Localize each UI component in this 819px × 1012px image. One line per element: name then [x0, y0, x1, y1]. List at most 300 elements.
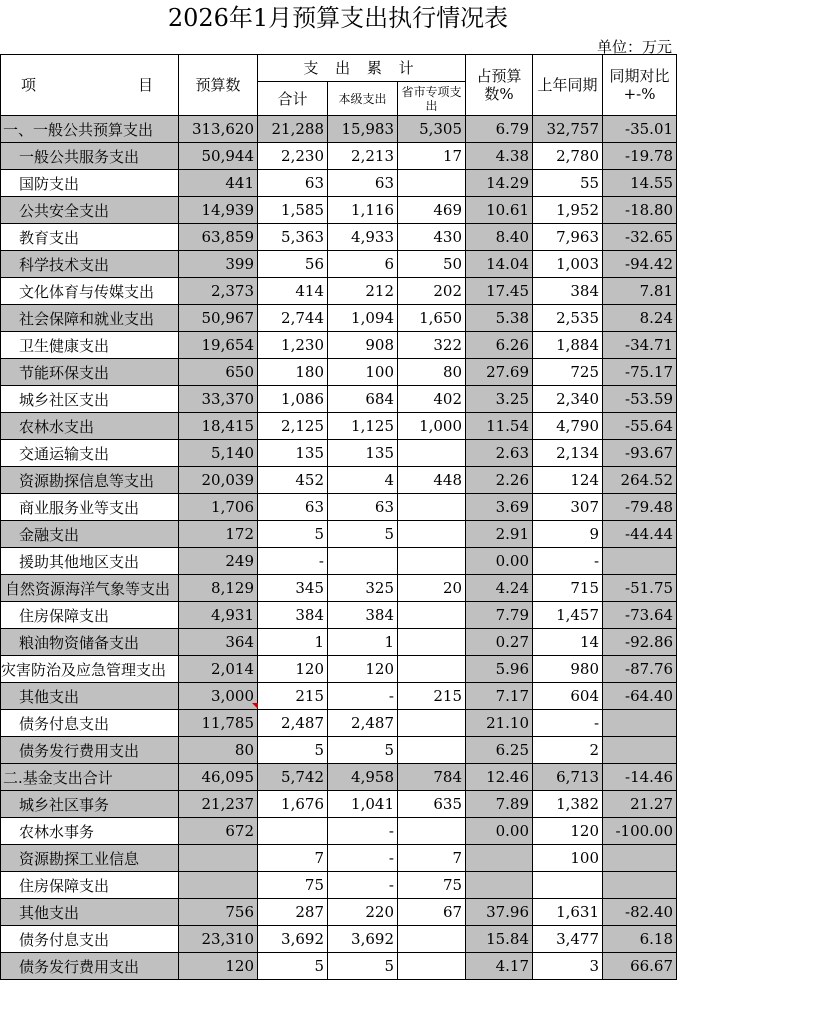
cell-own: 212 — [328, 278, 398, 305]
cell-own: 1,041 — [328, 791, 398, 818]
cell-pct: 6.25 — [466, 737, 533, 764]
cell-pct: 7.89 — [466, 791, 533, 818]
cell-pct: 4.24 — [466, 575, 533, 602]
cell-budget: 80 — [179, 737, 258, 764]
table-row — [1, 602, 677, 629]
cell-yoy: -35.01 — [603, 116, 677, 143]
cell-pct: 27.69 — [466, 359, 533, 386]
cell-total: 2,125 — [258, 413, 328, 440]
header-item — [1, 55, 179, 116]
table-row — [1, 629, 677, 656]
cell-own: 3,692 — [328, 926, 398, 953]
cell-own: 5 — [328, 953, 398, 980]
cell-last: 120 — [533, 818, 603, 845]
cell-pct: 6.26 — [466, 332, 533, 359]
row-name: 城乡社区事务 — [1, 791, 179, 818]
table-row — [1, 494, 677, 521]
cell-total: 2,744 — [258, 305, 328, 332]
cell-pct: 3.69 — [466, 494, 533, 521]
table-row — [1, 332, 677, 359]
header-cumulative: 支 出 累 计 — [258, 55, 466, 82]
cell-own: 4,933 — [328, 224, 398, 251]
cell-special — [398, 602, 466, 629]
cell-yoy — [603, 845, 677, 872]
cell-pct: 2.91 — [466, 521, 533, 548]
cell-own: - — [328, 872, 398, 899]
cell-special — [398, 521, 466, 548]
row-name: 债务付息支出 — [1, 710, 179, 737]
cell-special — [398, 548, 466, 575]
cell-budget: 313,620 — [179, 116, 258, 143]
cell-yoy: -94.42 — [603, 251, 677, 278]
cell-pct: 2.63 — [466, 440, 533, 467]
cell-yoy: -73.64 — [603, 602, 677, 629]
cell-last: - — [533, 548, 603, 575]
cell-last: 2,780 — [533, 143, 603, 170]
cell-own: - — [328, 845, 398, 872]
cell-last: 3,477 — [533, 926, 603, 953]
cell-yoy: -14.46 — [603, 764, 677, 791]
cell-special — [398, 737, 466, 764]
cell-own: 4 — [328, 467, 398, 494]
row-name: 科学技术支出 — [1, 251, 179, 278]
cell-special: 635 — [398, 791, 466, 818]
row-name: 住房保障支出 — [1, 602, 179, 629]
row-name: 商业服务业等支出 — [1, 494, 179, 521]
cell-yoy: 14.55 — [603, 170, 677, 197]
table-row — [1, 737, 677, 764]
cell-last: 604 — [533, 683, 603, 710]
cell-last: 1,884 — [533, 332, 603, 359]
cell-special: 1,000 — [398, 413, 466, 440]
cell-budget: 21,237 — [179, 791, 258, 818]
cell-pct: 17.45 — [466, 278, 533, 305]
cell-total: - — [258, 548, 328, 575]
cell-last: 32,757 — [533, 116, 603, 143]
cell-yoy: -100.00 — [603, 818, 677, 845]
cell-total: 5 — [258, 521, 328, 548]
header-last-year — [533, 55, 603, 116]
table-row — [1, 656, 677, 683]
cell-special: 215 — [398, 683, 466, 710]
cell-yoy — [603, 737, 677, 764]
cell-special: 784 — [398, 764, 466, 791]
row-name: 教育支出 — [1, 224, 179, 251]
cell-special: 7 — [398, 845, 466, 872]
cell-pct: 11.54 — [466, 413, 533, 440]
cell-budget: 33,370 — [179, 386, 258, 413]
cell-last: 7,963 — [533, 224, 603, 251]
cell-pct: 2.26 — [466, 467, 533, 494]
cell-own: 6 — [328, 251, 398, 278]
cell-budget: 11,785 — [179, 710, 258, 737]
cell-budget: 14,939 — [179, 197, 258, 224]
cell-budget: 399 — [179, 251, 258, 278]
cell-yoy: -79.48 — [603, 494, 677, 521]
cell-own: 1,125 — [328, 413, 398, 440]
cell-own: 1 — [328, 629, 398, 656]
table-row — [1, 872, 677, 899]
table-row — [1, 278, 677, 305]
cell-total: 21,288 — [258, 116, 328, 143]
table-row — [1, 467, 677, 494]
cell-total: 1,230 — [258, 332, 328, 359]
cell-special — [398, 170, 466, 197]
cell-budget: 441 — [179, 170, 258, 197]
cell-budget: 672 — [179, 818, 258, 845]
cell-budget: 249 — [179, 548, 258, 575]
table-row — [1, 548, 677, 575]
row-name: 自然资源海洋气象等支出 — [1, 575, 179, 602]
cell-yoy: 264.52 — [603, 467, 677, 494]
cell-special — [398, 656, 466, 683]
cell-total: 2,487 — [258, 710, 328, 737]
header-total: 合计 — [258, 82, 328, 116]
cell-last: 1,003 — [533, 251, 603, 278]
cell-budget: 63,859 — [179, 224, 258, 251]
cell-total: 1 — [258, 629, 328, 656]
cell-special: 402 — [398, 386, 466, 413]
row-name: 债务付息支出 — [1, 926, 179, 953]
cell-own: 63 — [328, 494, 398, 521]
cell-yoy: 8.24 — [603, 305, 677, 332]
cell-budget — [179, 872, 258, 899]
cell-total: 215 — [258, 683, 328, 710]
cell-own: - — [328, 683, 398, 710]
cell-budget: 23,310 — [179, 926, 258, 953]
cell-budget: 50,967 — [179, 305, 258, 332]
cell-pct — [466, 845, 533, 872]
table-row — [1, 305, 677, 332]
cell-yoy: -55.64 — [603, 413, 677, 440]
cell-last: 2,134 — [533, 440, 603, 467]
cell-yoy — [603, 548, 677, 575]
cell-total: 1,676 — [258, 791, 328, 818]
cell-last: - — [533, 710, 603, 737]
cell-own: 4,958 — [328, 764, 398, 791]
table-row — [1, 386, 677, 413]
table-row — [1, 224, 677, 251]
cell-own: 1,116 — [328, 197, 398, 224]
cell-budget: 50,944 — [179, 143, 258, 170]
cell-own: 5 — [328, 737, 398, 764]
cell-special — [398, 953, 466, 980]
cell-pct: 14.29 — [466, 170, 533, 197]
row-name: 交通运输支出 — [1, 440, 179, 467]
cell-special: 50 — [398, 251, 466, 278]
table-row — [1, 359, 677, 386]
table-row — [1, 953, 677, 980]
cell-last: 2,535 — [533, 305, 603, 332]
cell-last: 980 — [533, 656, 603, 683]
cell-special: 5,305 — [398, 116, 466, 143]
cell-total: 63 — [258, 494, 328, 521]
cell-last: 55 — [533, 170, 603, 197]
cell-budget: 4,931 — [179, 602, 258, 629]
cell-budget: 5,140 — [179, 440, 258, 467]
cell-own: 5 — [328, 521, 398, 548]
cell-yoy: 6.18 — [603, 926, 677, 953]
cell-total: 5,742 — [258, 764, 328, 791]
cell-pct: 6.79 — [466, 116, 533, 143]
cell-total: 5 — [258, 737, 328, 764]
cell-last: 1,382 — [533, 791, 603, 818]
row-name: 一般公共服务支出 — [1, 143, 179, 170]
header-row-1 — [1, 55, 677, 82]
table-row — [1, 791, 677, 818]
cell-last: 9 — [533, 521, 603, 548]
cell-special: 202 — [398, 278, 466, 305]
cell-last: 6,713 — [533, 764, 603, 791]
row-name: 二.基金支出合计 — [1, 764, 179, 791]
cell-budget: 2,014 — [179, 656, 258, 683]
cell-special — [398, 926, 466, 953]
cell-special: 80 — [398, 359, 466, 386]
row-name: 粮油物资储备支出 — [1, 629, 179, 656]
cell-own: 684 — [328, 386, 398, 413]
cell-pct: 14.04 — [466, 251, 533, 278]
cell-yoy: -75.17 — [603, 359, 677, 386]
cell-yoy: -44.44 — [603, 521, 677, 548]
cell-special — [398, 629, 466, 656]
cell-total: 56 — [258, 251, 328, 278]
cell-last: 14 — [533, 629, 603, 656]
cell-budget: 20,039 — [179, 467, 258, 494]
cell-budget: 8,129 — [179, 575, 258, 602]
cell-yoy — [603, 872, 677, 899]
row-name: 文化体育与传媒支出 — [1, 278, 179, 305]
cell-last: 100 — [533, 845, 603, 872]
cell-own: 384 — [328, 602, 398, 629]
row-name: 资源勘探工业信息 — [1, 845, 179, 872]
cell-special: 75 — [398, 872, 466, 899]
table-row — [1, 440, 677, 467]
row-name: 农林水支出 — [1, 413, 179, 440]
cell-total: 135 — [258, 440, 328, 467]
cell-budget: 19,654 — [179, 332, 258, 359]
cell-own: 15,983 — [328, 116, 398, 143]
row-name: 灾害防治及应急管理支出 — [1, 656, 179, 683]
cell-total: 345 — [258, 575, 328, 602]
cell-last: 715 — [533, 575, 603, 602]
cell-pct: 5.38 — [466, 305, 533, 332]
cell-yoy: -87.76 — [603, 656, 677, 683]
table-row — [1, 143, 677, 170]
cell-pct: 10.61 — [466, 197, 533, 224]
row-name: 一、一般公共预算支出 — [1, 116, 179, 143]
cell-budget: 364 — [179, 629, 258, 656]
cell-special — [398, 710, 466, 737]
cell-pct: 0.00 — [466, 548, 533, 575]
cell-budget: 3,000 — [179, 683, 258, 710]
row-name: 其他支出 — [1, 899, 179, 926]
cell-own: 100 — [328, 359, 398, 386]
cell-total: 63 — [258, 170, 328, 197]
cell-total: 287 — [258, 899, 328, 926]
header-last-year-text: 上年同期 — [537, 76, 598, 94]
row-name: 援助其他地区支出 — [1, 548, 179, 575]
row-name: 节能环保支出 — [1, 359, 179, 386]
budget-table — [0, 54, 677, 980]
header-item-right: 目 — [137, 76, 153, 94]
cell-total: 1,086 — [258, 386, 328, 413]
cell-yoy: -34.71 — [603, 332, 677, 359]
cell-own — [328, 548, 398, 575]
header-yoy-text: 同期对比+-% — [609, 67, 670, 103]
cell-last: 307 — [533, 494, 603, 521]
cell-budget: 1,706 — [179, 494, 258, 521]
table-row — [1, 521, 677, 548]
header-pct-budget — [466, 55, 533, 116]
cell-yoy: -92.86 — [603, 629, 677, 656]
header-yoy — [603, 55, 677, 116]
cell-pct: 0.00 — [466, 818, 533, 845]
cell-pct: 21.10 — [466, 710, 533, 737]
cell-total: 2,230 — [258, 143, 328, 170]
row-name: 卫生健康支出 — [1, 332, 179, 359]
cell-yoy — [603, 710, 677, 737]
cell-own: 220 — [328, 899, 398, 926]
cell-special: 430 — [398, 224, 466, 251]
cell-yoy: -53.59 — [603, 386, 677, 413]
cell-yoy: 66.67 — [603, 953, 677, 980]
table-row — [1, 818, 677, 845]
table-row — [1, 764, 677, 791]
table-row — [1, 413, 677, 440]
cell-special: 20 — [398, 575, 466, 602]
row-name: 公共安全支出 — [1, 197, 179, 224]
cell-yoy: -93.67 — [603, 440, 677, 467]
cell-yoy: -18.80 — [603, 197, 677, 224]
cell-last — [533, 872, 603, 899]
header-own-level: 本级支出 — [328, 82, 398, 116]
cell-budget: 172 — [179, 521, 258, 548]
cell-last: 3 — [533, 953, 603, 980]
cell-special: 1,650 — [398, 305, 466, 332]
table-row — [1, 926, 677, 953]
cell-special: 322 — [398, 332, 466, 359]
cell-last: 4,790 — [533, 413, 603, 440]
cell-budget: 18,415 — [179, 413, 258, 440]
header-special: 省市专项支出 — [398, 82, 466, 116]
cell-last: 1,457 — [533, 602, 603, 629]
cell-budget: 2,373 — [179, 278, 258, 305]
row-name: 住房保障支出 — [1, 872, 179, 899]
cell-total — [258, 818, 328, 845]
cell-total: 1,585 — [258, 197, 328, 224]
cell-own: 135 — [328, 440, 398, 467]
cell-special — [398, 494, 466, 521]
cell-pct: 8.40 — [466, 224, 533, 251]
cell-own: 120 — [328, 656, 398, 683]
cell-yoy: -51.75 — [603, 575, 677, 602]
row-name: 城乡社区支出 — [1, 386, 179, 413]
table-row — [1, 251, 677, 278]
unit-label: 单位：万元 — [596, 38, 672, 56]
cell-total: 384 — [258, 602, 328, 629]
cell-last: 2 — [533, 737, 603, 764]
cell-yoy: 7.81 — [603, 278, 677, 305]
cell-last: 1,631 — [533, 899, 603, 926]
cell-pct: 0.27 — [466, 629, 533, 656]
cell-total: 3,692 — [258, 926, 328, 953]
row-name: 资源勘探信息等支出 — [1, 467, 179, 494]
row-name: 债务发行费用支出 — [1, 953, 179, 980]
cell-special: 469 — [398, 197, 466, 224]
row-name: 其他支出 — [1, 683, 179, 710]
cell-budget: 650 — [179, 359, 258, 386]
header-item-left: 项 — [21, 76, 37, 94]
row-name: 金融支出 — [1, 521, 179, 548]
table-row — [1, 170, 677, 197]
row-name: 农林水事务 — [1, 818, 179, 845]
cell-total: 452 — [258, 467, 328, 494]
cell-own: 908 — [328, 332, 398, 359]
cell-own: 325 — [328, 575, 398, 602]
cell-pct: 7.79 — [466, 602, 533, 629]
row-name: 债务发行费用支出 — [1, 737, 179, 764]
cell-pct: 15.84 — [466, 926, 533, 953]
table-row — [1, 197, 677, 224]
cell-yoy: -19.78 — [603, 143, 677, 170]
cell-pct: 3.25 — [466, 386, 533, 413]
cell-own: 2,487 — [328, 710, 398, 737]
cell-total: 120 — [258, 656, 328, 683]
cell-pct: 4.38 — [466, 143, 533, 170]
cell-pct: 5.96 — [466, 656, 533, 683]
header-budget: 预算数 — [179, 55, 258, 116]
cell-pct: 12.46 — [466, 764, 533, 791]
cell-yoy: -82.40 — [603, 899, 677, 926]
cell-total: 5 — [258, 953, 328, 980]
cell-total: 180 — [258, 359, 328, 386]
cell-pct: 4.17 — [466, 953, 533, 980]
cell-special: 67 — [398, 899, 466, 926]
cell-special: 448 — [398, 467, 466, 494]
table-row — [1, 575, 677, 602]
cell-pct: 37.96 — [466, 899, 533, 926]
row-name: 国防支出 — [1, 170, 179, 197]
table-row — [1, 116, 677, 143]
cell-total: 5,363 — [258, 224, 328, 251]
cell-own: 1,094 — [328, 305, 398, 332]
cell-budget: 120 — [179, 953, 258, 980]
cell-last: 124 — [533, 467, 603, 494]
cell-budget — [179, 845, 258, 872]
cell-own: 2,213 — [328, 143, 398, 170]
row-name: 社会保障和就业支出 — [1, 305, 179, 332]
page-title: 2026年1月预算支出执行情况表 — [167, 4, 509, 32]
comment-marker-icon — [252, 703, 258, 709]
cell-last: 1,952 — [533, 197, 603, 224]
cell-last: 725 — [533, 359, 603, 386]
cell-own: 63 — [328, 170, 398, 197]
header-pct-budget-text: 占预算数% — [476, 67, 522, 103]
cell-budget: 46,095 — [179, 764, 258, 791]
cell-budget: 756 — [179, 899, 258, 926]
cell-special: 17 — [398, 143, 466, 170]
table-row — [1, 845, 677, 872]
cell-yoy: -64.40 — [603, 683, 677, 710]
cell-last: 2,340 — [533, 386, 603, 413]
cell-total: 414 — [258, 278, 328, 305]
table-row — [1, 683, 677, 710]
table-row — [1, 710, 677, 737]
cell-yoy: -32.65 — [603, 224, 677, 251]
cell-last: 384 — [533, 278, 603, 305]
cell-yoy: 21.27 — [603, 791, 677, 818]
table-row — [1, 899, 677, 926]
